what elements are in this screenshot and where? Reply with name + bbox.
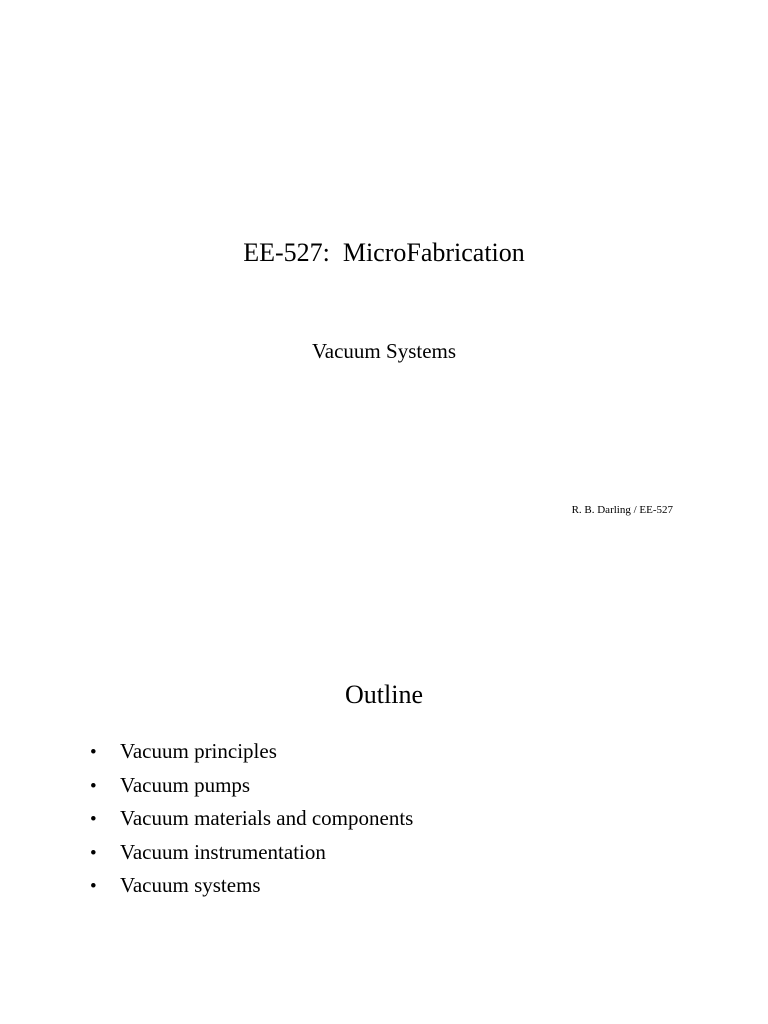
outline-heading: Outline — [345, 680, 423, 709]
bullet-icon: • — [90, 842, 97, 864]
bullet-icon: • — [90, 742, 97, 763]
list-item-text: Vacuum principles — [120, 739, 277, 763]
list-item-text: Vacuum instrumentation — [120, 839, 326, 864]
list-item — [90, 770, 413, 804]
slide-title: EE-527: MicroFabrication — [243, 238, 525, 267]
bullet-icon: • — [90, 775, 97, 797]
slide-subtitle: Vacuum Systems — [311, 339, 457, 363]
bullet-icon: • — [90, 876, 97, 898]
slide-footer: R. B. Darling / EE-527 — [571, 504, 673, 516]
list-item — [90, 870, 413, 904]
outline-slide — [0, 540, 768, 1024]
outline-list — [90, 736, 413, 904]
bullet-icon: • — [90, 809, 97, 831]
list-item — [90, 837, 413, 871]
list-item-text: Vacuum systems — [120, 873, 261, 898]
list-item — [90, 736, 413, 770]
list-item-text: Vacuum materials and components — [120, 806, 414, 831]
list-item-text: Vacuum pumps — [120, 772, 251, 797]
list-item — [90, 803, 413, 837]
